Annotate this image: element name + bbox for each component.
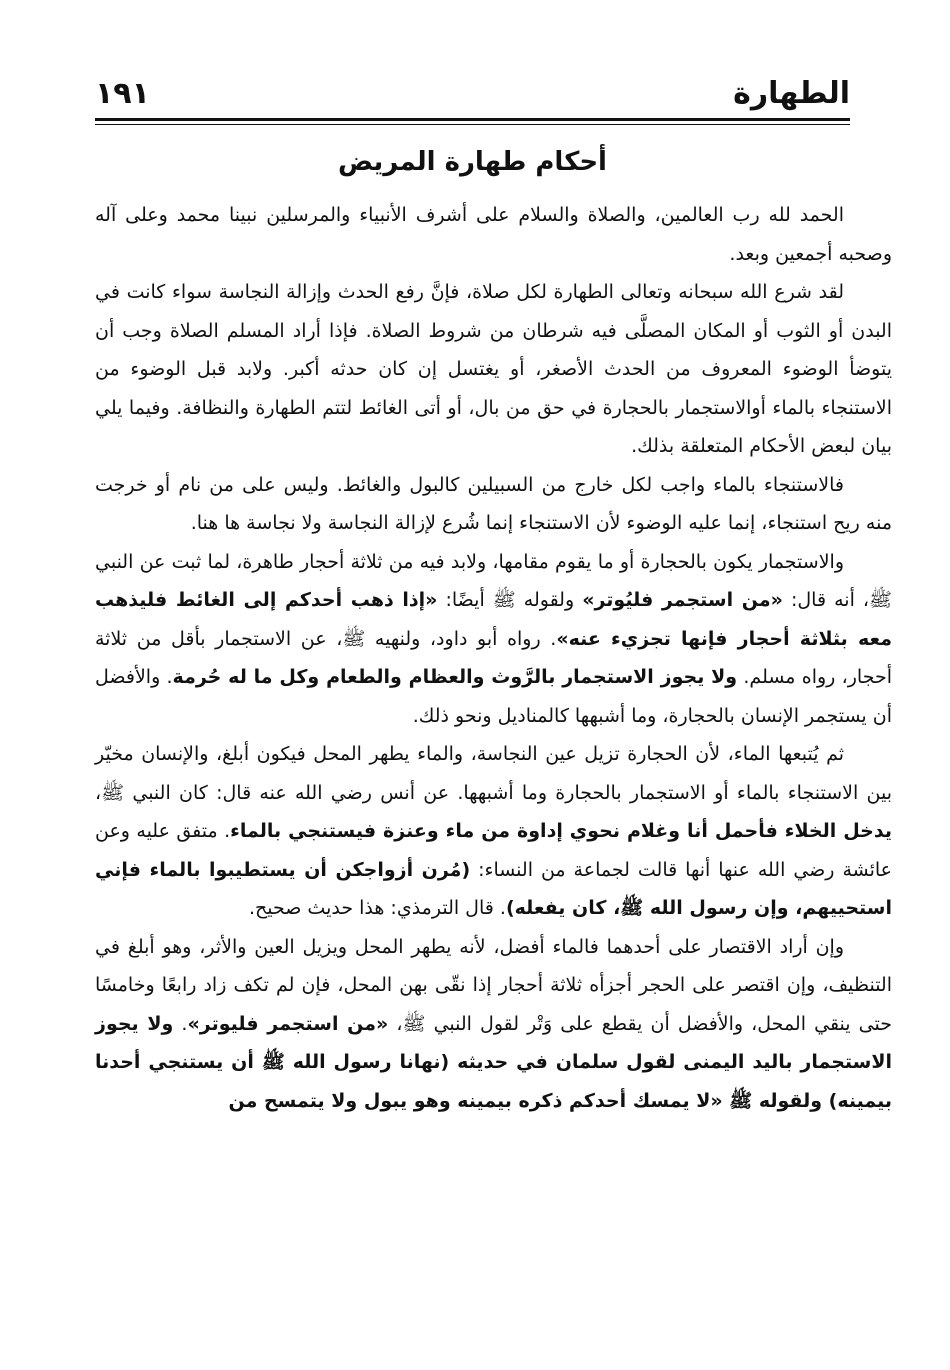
text-segment: . bbox=[173, 1012, 188, 1035]
text-segment: الحمد لله رب العالمين، والصلاة والسلام على أشرف الأنبياء والمرسلين نبينا محمد وعلى آله وصحبه أجمعين وبعد. bbox=[95, 204, 892, 265]
paragraph bbox=[95, 466, 892, 543]
text-segment: وإن أراد الاقتصار على أحدهما فالماء أفضل، لأنه يطهر المحل ويزيل العين والأثر، وهو أبلغ في التنظيف، وإن اقتصر على الحجر أجزأه ثلاثة أحجار إذا نقّى بهن المحل، فإن لم تكف زاد رابعًا وخامسًا حتى ينقي المحل، والأفضل أن يقطع على وَتْر لقول النبي ﷺ، bbox=[95, 935, 892, 1035]
bold-text-segment: (مُرن أزواجكن أن يستطيبوا بالماء فإني استحييهم، وإن رسول الله ﷺ، كان يفعله) bbox=[95, 858, 892, 919]
bold-text-segment: ولا يجوز الاستجمار بالرَّوث والعظام والطعام وكل ما له حُرمة bbox=[172, 666, 738, 688]
paragraph bbox=[95, 543, 892, 736]
text-segment: . متفق عليه وعن عائشة رضي الله عنها أنها قالت لجماعة من النساء: bbox=[95, 820, 892, 881]
text-segment: فالاستنجاء بالماء واجب لكل خارج من السبيلين كالبول والغائط. وليس على من نام أو خرجت منه ريح استنجاء، إنما عليه الوضوء لأن الاستنجاء إنما شُرع لإزالة النجاسة ولا نجاسة ها هنا. bbox=[95, 473, 892, 534]
paragraph bbox=[95, 196, 892, 273]
bold-text-segment: ولا يجوز الاستجمار باليد اليمنى لقول سلمان في حديثه (نهانا رسول الله ﷺ أن يستنجي أحدنا بيمينه) ولقوله ﷺ «لا يمسك أحدكم ذكره بيمينه وهو يبول ولا يتمسح من bbox=[95, 1012, 892, 1112]
text-segment: لقد شرع الله سبحانه وتعالى الطهارة لكل صلاة، فإنَّ رفع الحدث وإزالة النجاسة سواء كانت في البدن أو الثوب أو المكان المصلَّى فيه شرطان من شروط الصلاة. فإذا أراد المسلم الصلاة وجب أن يتوضأ الوضوء المعروف من الحدث الأصغر، أو يغتسل إن كان حدثه أكبر. ولابد قبل الوضوء من الاستنجاء بالماء أوالاستجمار بالحجارة في حق من بال، أو أتى الغائط لتتم الطهارة والنظافة. وفيما يلي بيان لبعض الأحكام المتعلقة بذلك. bbox=[95, 281, 892, 457]
running-title: الطهارة bbox=[733, 76, 850, 111]
text-segment: . رواه أبو داود، ولنهيه ﷺ، عن الاستجمار بأقل من ثلاثة أحجار، رواه مسلم. bbox=[95, 627, 892, 688]
page-header bbox=[95, 72, 850, 118]
page-number: ١٩١ bbox=[95, 76, 150, 111]
text-segment: ولقوله ﷺ أيضًا: bbox=[437, 589, 583, 611]
paragraph bbox=[95, 928, 892, 1121]
bold-text-segment: «من استجمر فليُوتر» bbox=[582, 589, 783, 611]
text-segment: . قال الترمذي: هذا حديث صحيح. bbox=[248, 897, 506, 919]
body-text bbox=[95, 196, 892, 1120]
header-rule-thin bbox=[95, 124, 850, 125]
text-segment: . والأفضل أن يستجمر الإنسان بالحجارة، وما أشبهها كالمناديل ونحو ذلك. bbox=[95, 666, 892, 727]
bold-text-segment: «من استجمر فليوتر» bbox=[187, 1012, 389, 1035]
section-title: أحكام طهارة المريض bbox=[338, 147, 607, 177]
bold-text-segment: يدخل الخلاء فأحمل أنا وغلام نحوي إداوة من ماء وعنزة فيستنجي بالماء bbox=[230, 820, 892, 842]
text-segment: ثم يُتبعها الماء، لأن الحجارة تزيل عين النجاسة، والماء يطهر المحل فيكون أبلغ، والإنسان مخيّر بين الاستنجاء بالماء أو الاستجمار بالحجارة وما أشبهها. عن أنس رضي الله عنه قال: كان النبي ﷺ، bbox=[95, 743, 892, 804]
paragraph bbox=[95, 735, 892, 928]
paragraph bbox=[95, 273, 892, 466]
header-rule-thick bbox=[95, 118, 850, 121]
text-segment: والاستجمار يكون بالحجارة أو ما يقوم مقامها، ولابد فيه من ثلاثة أحجار طاهرة، لما ثبت عن النبي ﷺ، أنه قال: bbox=[95, 550, 892, 611]
bold-text-segment: «إذا ذهب أحدكم إلى الغائط فليذهب معه بثلاثة أحجار فإنها تجزيء عنه» bbox=[95, 589, 892, 650]
